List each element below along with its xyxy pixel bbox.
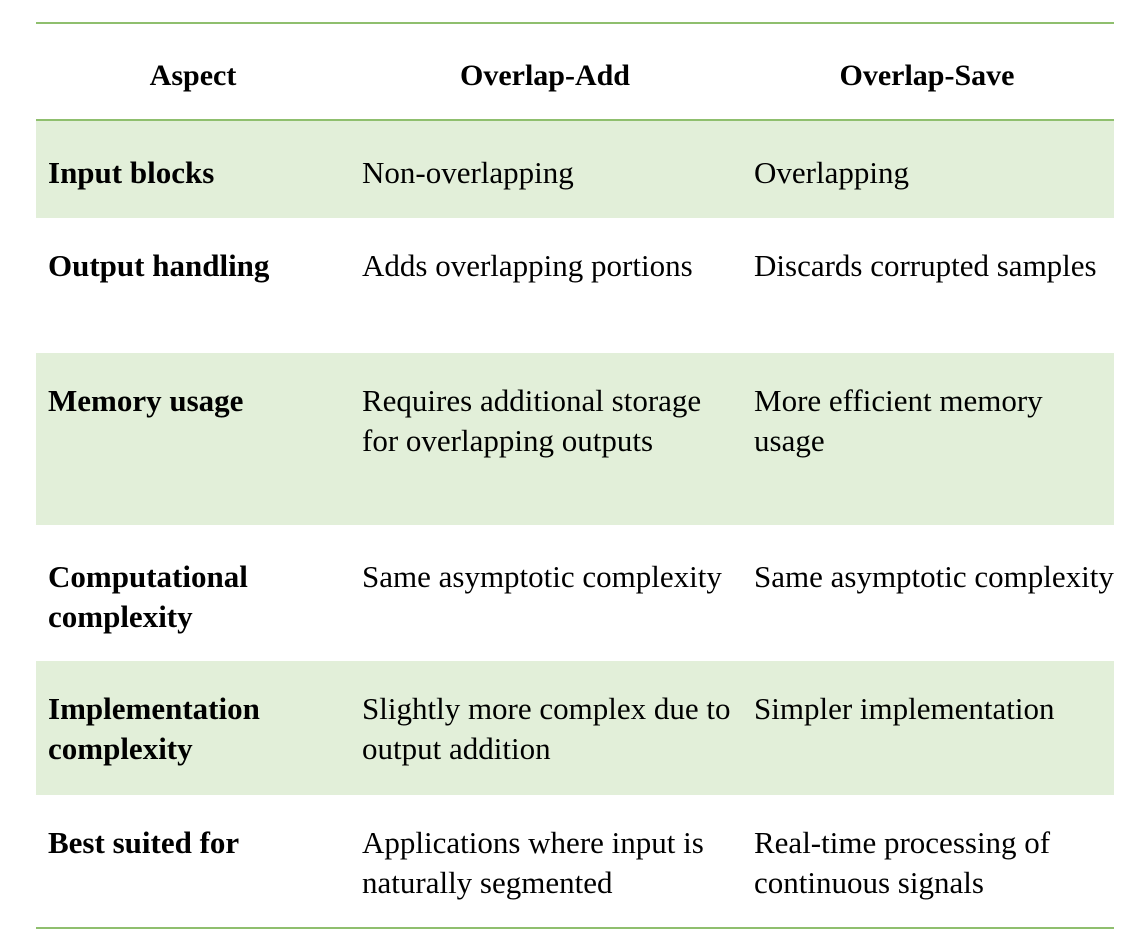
table-row: [36, 353, 1114, 525]
row-aspect: Best suited for: [48, 825, 240, 860]
row-overlap-save: Same asymptotic complexity: [754, 559, 1114, 594]
table-row: [36, 661, 1114, 795]
row-overlap-save: More efficient memory usage: [754, 383, 1043, 458]
row-overlap-add: Slightly more complex due to output addition: [362, 691, 731, 766]
bottom-rule: [36, 927, 1114, 929]
row-aspect: Memory usage: [48, 383, 244, 418]
row-aspect: Input blocks: [48, 155, 215, 190]
row-overlap-save: Real-time processing of continuous signals: [754, 825, 1051, 900]
row-overlap-save: Simpler implementation: [754, 691, 1055, 726]
row-overlap-add: Requires additional storage for overlapping outputs: [362, 383, 702, 458]
header-aspect: Aspect: [149, 59, 237, 92]
comparison-table: [36, 22, 1114, 929]
row-overlap-save: Overlapping: [754, 155, 909, 190]
header-overlap-save: Overlap-Save: [839, 59, 1015, 92]
header-overlap-add: Overlap-Add: [459, 59, 630, 92]
row-aspect: Implementation complexity: [48, 691, 260, 766]
table-row: [36, 525, 1114, 661]
table-row: [36, 218, 1114, 353]
row-overlap-add: Applications where input is naturally segmented: [362, 825, 704, 900]
row-overlap-add: Adds overlapping portions: [362, 248, 693, 283]
table-row: [36, 121, 1114, 218]
row-overlap-save: Discards corrupted samples: [754, 248, 1097, 283]
row-aspect: Output handling: [48, 248, 270, 283]
table-row: [36, 795, 1114, 927]
row-overlap-add: Same asymptotic complexity: [362, 559, 722, 594]
table-header-row: [36, 24, 1114, 121]
row-overlap-add: Non-overlapping: [362, 155, 574, 190]
row-aspect: Computational complexity: [48, 559, 248, 634]
